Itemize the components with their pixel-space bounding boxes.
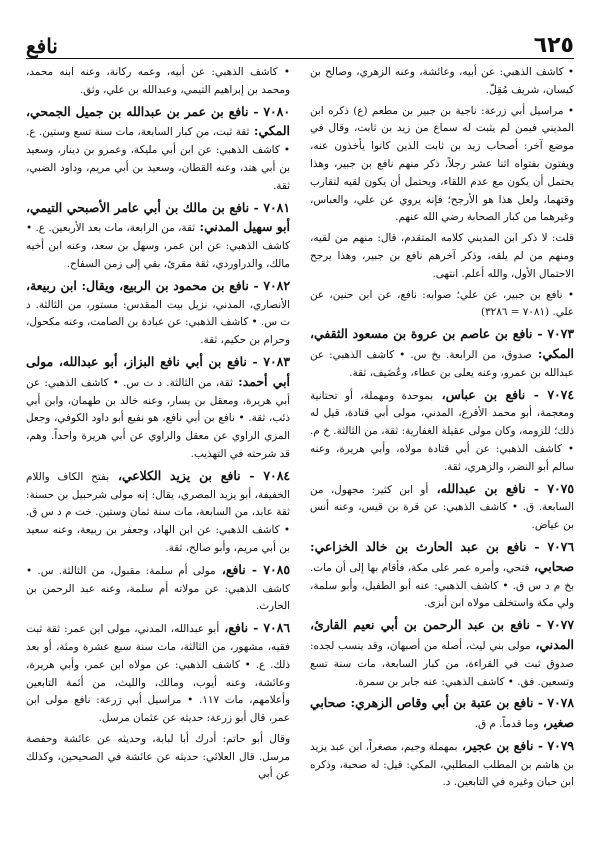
entry-body: وما قدماً. م ق. [474,718,539,731]
entry-body: بموحدة ومهملة، أو تحتانية ومعجمة، أبو محمد الأقرع، المدني، مولى أبي قتادة، قيل له ذلك؛ للزومه، وكان مولى عقيلة الغفارية: ثقة، من الثالثة. خ م. • كاشف الذهبي: عن أبي قتادة مولاه، وأبي هريرة، وعنه سالم أبو النضر، والزهري، ثقة. [310,389,574,473]
entry-body: بمهملة وجيم، مصغراً، ابن عبد يزيد بن هاشم بن المطلب المطلبي، المكي: قيل: له صحبة، وذكره ابن حبان وغيره في التابعين. د. [310,740,574,789]
entry [310,325,574,382]
left-column [26,64,300,851]
entry-title: ٧٠٨٥ - نافع، [215,561,290,577]
page-number: ٦٢٥ [533,33,574,58]
two-column-body [26,64,574,851]
entry-title: ٧٠٨٤ - نافع بن يزيد الكلاعي، [109,467,291,483]
entry [310,616,574,691]
entry-body: • مراسيل أبي زرعة: ناجية بن جبير بن مطعم (ع) ذكره ابن المديني فيمن لم يثبت له سماع من زيد بن ثابت، وقال في موضع آخر: أصحاب زيد بن ثابت الذين كانوا يأخذون عنه، ويفتون بفتواه اثنا عشر رجلاً، ذكر منهم نافع بن جبير، وهذا يحتمل أن يكون مع عدم اللقاء، ويحتمل أن يكون لقيه لتقارب وقتهما، ولعل هذا هو الأرجح؛ فإنه يروي عن علي، والعباس، وغيرهما من كبار الصحابة رضي الله عنهم. [310,104,574,224]
entry [310,737,574,792]
entry-body: ثقة، من الرابعة، مات بعد الأربعين. ع. • كاشف الذهبي: عن ابن عمر، وسهل بن سعد، وعنه ابن أخيه مالك، والدراوردي، ثقة مقرئ، بقي إلى زمن السفاح. [26,222,290,270]
entry [26,103,290,196]
entry-body: • نافع بن جبير، عن علي؛ صوابه: نافع، عن ابن حنين، عن علي. (٧٠٨١ = ٣٢٨٦) [310,288,574,319]
entry-body: الأنصاري، المدني، نزيل بيت المقدس: مستور، من الثالثة. د ت س. • كاشف الذهبي: عن عبادة بن الصامت، وعنه مكحول، وحرام بن حكيم، ثقة. [26,298,290,347]
entry-title: ٧٠٧٣ - نافع بن عاصم بن عروة بن مسعود الثقفي، المكي: [310,326,574,361]
entry-title: ٧٠٨٦ - نافع، [219,620,290,636]
entry-title: ٧٠٨٣ - نافع بن أبي نافع البزاز، أبو عبدالله، مولى أبي أحمد: [26,353,290,389]
entry [26,353,290,464]
entry-body: صدوق، من الرابعة. بخ س. • كاشف الذهبي: عن عبدالله بن عمرو، وعنه يعلى بن عطاء، وعُضَيف، ثقة. [310,348,574,379]
entry [310,480,574,535]
entry-body: • كاشف الذهبي: عن أبيه، وعائشة، وعنه الزهري، وصالح بن كيسان، شريف مُقِلّ. [310,66,574,96]
entry-title: ٧٠٨١ - نافع بن مالك بن أبي عامر الأصبحي التيمي، أبو سهيل المدني: [26,199,290,235]
entry [26,277,290,350]
entry-body: بفتح الكاف واللام الخفيفة، أبو يزيد المصري، يقال: إنه مولى شرحبيل بن حسنة: ثقة عابد، من السابعة، مات سنة ثمان وستين. خت م د س ق. • كاشف الذهبي: عن ابن الهاد، وجعفر بن ربيعة، وعنه سعيد بن أبي مريم، وأبو صالح، ثقة. [26,470,290,554]
entry-body: أو ابن كثير: مجهول، من السابعة. ق. • كاشف الذهبي: عن قرة بن قيس، وعنه أنس بن عياض. [310,483,574,532]
entry-body: مولى أم سلمة: مقبول، من الثالثة. س. • كاشف الذهبي: عن مولاته أم سلمة، وعنه عبد الرحمن بن الحارث. [26,564,290,613]
entry-title: ٧٠٧٦ - نافع بن عبد الحارث بن خالد الخزاعي: صحابي، [310,538,574,574]
entry-title: ٧٠٧٩ - نافع بن عجير، [457,737,574,753]
page-header [26,24,574,59]
entry [26,64,290,100]
entry [310,287,574,323]
entry-title: ٧٠٧٨ - نافع بن عتبة بن أبي وقاص الزهري: صحابي صغير، [310,695,574,731]
entry-title: ٧٠٧٥ - نافع بن عبدالله، [428,480,574,496]
entry-title: ٧٠٨٢ - نافع بن محمود بن الربيع، ويقال: ابن ربيعة، [26,277,290,293]
entry [26,731,290,784]
entry-body: وقال أبو حاتم: أدرك أبا لبابة، وحديثه عن عائشة وحفصة مرسل. قال العلائي: حديثه عن عائشة في الصحيحين، وكذلك عن أبي [26,732,290,781]
entry [26,619,290,728]
entry-body: فتحي، وأمره عمر على مكة، فأقام بها إلى أن مات. بخ م د س ق. • كاشف الذهبي: عنه أبو الطفيل، وأبو سلمة، ولي مكة واستخلف مولاه ابن أبزى. [310,561,574,610]
entry-title: ٧٠٨٠ - نافع بن عمر بن عبدالله بن جميل الجمحي، المكي: [26,103,290,139]
entry-body: • كاشف الذهبي: عن أبيه، وعمه ركانة، وعنه ابنه محمد، ومحمد بن إبراهيم التيمي، وعبدالله بن علي، وثق. [26,66,290,96]
entry-body: ثقة، من الثالثة. د ت س. • كاشف الذهبي: عن أبي هريرة، ومعقل بن يسار، وعنه خالد بن طهمان، وابن أبي ذئب، ثقة. • نافع بن أبي نافع، هو نفيع أبو داود الكوفي، وجعل المزي الراوي عن معقل والراوي عن أبي هريرة واحداً. وهم، قد شرحته في التهذيب. [26,376,290,460]
right-column [300,64,574,851]
entry-body: قلت: لا ذكر ابن المديني كلامه المتقدم، قال: منهم من لقيه، ومنهم من لم يلقه، وذكر آخرهم نافع بن جبير، وهذا يرجح الاحتمال الأول، والله أعلم. انتهى. [310,232,574,280]
entry [26,561,290,616]
entry [310,694,574,734]
entry [310,103,574,228]
entry-body: ثقة ثبت، من كبار السابعة، مات سنة تسع وستين. ع. • كاشف الذهبي: عن ابن أبي مليكة، وعمرو بن دينار، وسعيد بن أبي هند، وعنه القطان، وسعيد بن أبي مريم، وداود الضبي، ثقة. [26,126,290,192]
entry-title: ٧٠٧٤ - نافع بن عباس، [433,386,574,402]
entry [310,230,574,283]
entry-title: ٧٠٧٧ - نافع بن عبد الرحمن بن أبي نعيم القارئ، المدني، [310,617,574,652]
entry [26,467,290,558]
entry [310,386,574,477]
entry-body: مولى بني ليث، أصله من أصبهان، وقد ينسب لجده: صدوق ثبت في القراءة، من كبار السابعة، مات سنة تسع وتسعين. فق. • كاشف الذهبي: عنه جابر بن سمرة. [310,639,574,688]
entry [310,64,574,100]
entry [310,538,574,613]
entry [26,199,290,274]
running-title: نافع [26,34,58,58]
entry-body: أبو عبدالله، المدني، مولى ابن عمر: ثقة ثبت فقيه، مشهور، من الثالثة، مات سنة سبع عشرة ومئة، أو بعد ذلك. ع. • كاشف الذهبي: عن مولاه ابن عمر، وأبي هريرة، وعائشة، وعنه أيوب، ومالك، والليث، من أئمة التابعين وأعلامهم، مات ١١٧. • مراسيل أبي زرعة: نافع مولى ابن عمر، قال أبو زرعة: حديثه عن عثمان مرسل. [26,623,290,725]
